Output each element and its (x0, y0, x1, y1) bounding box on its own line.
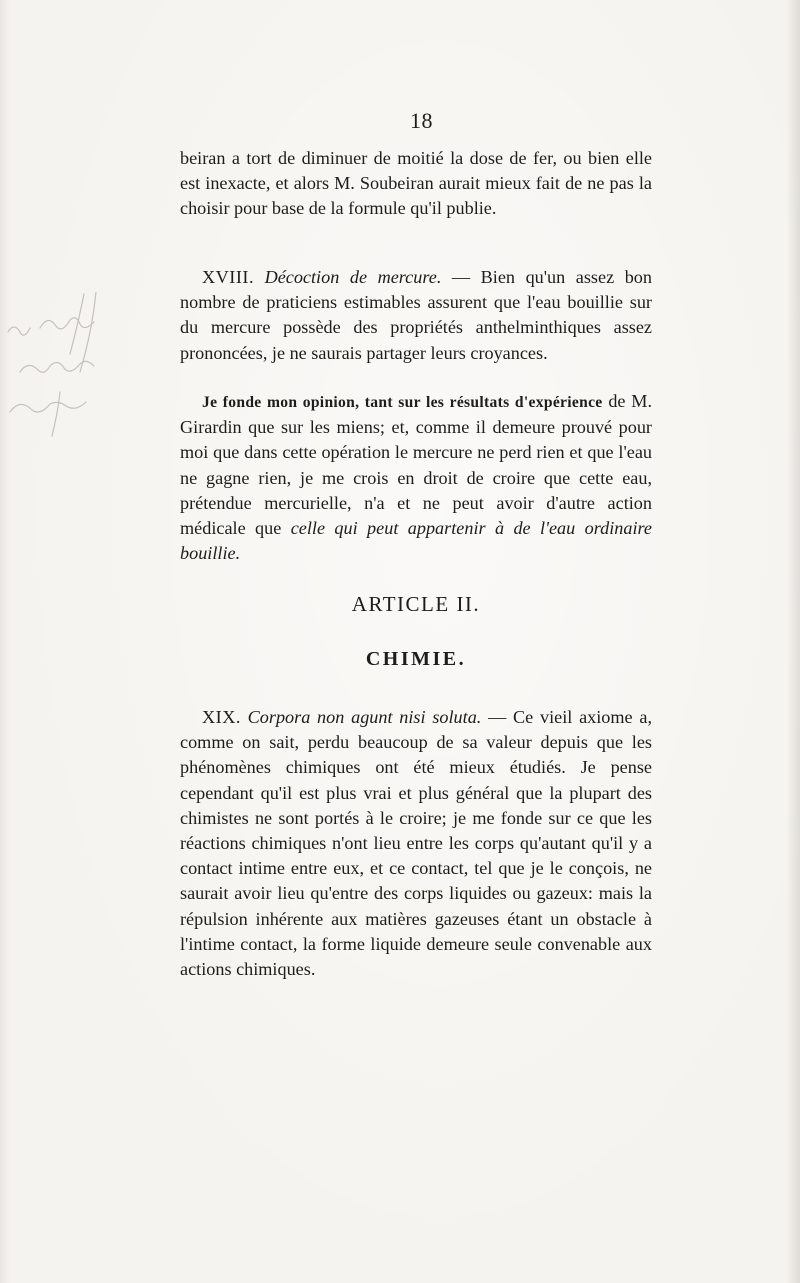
section-numeral-xviii: XVIII. (202, 267, 254, 287)
page-number: 18 (410, 108, 433, 133)
section-heading-chimie: CHIMIE. (365, 648, 467, 670)
page-left-edge (0, 0, 10, 1283)
paragraph-body-xviii: — Bien qu'un assez bon nombre de praticiens estimables assurent que l'eau bouillie sur du mercure possède des propriétés anthelminthiques assez prononcées, je ne saurais partager leurs croyances. (180, 267, 652, 363)
paragraph-body-xix: — Ce vieil axiome a, comme on sait, perdu beaucoup de sa valeur depuis que les phénomènes chimiques ont été mieux étudiés. Je pense cependant qu'il est plus vrai et plus général que la plupart des chimistes ne sont portés à le croire; je me fonde sur ce que les réactions chimiques n'ont lieu entre les corps qu'autant qu'il y a contact intime entre eux, et ce contact, tel que je le conçois, ne saurait avoir lieu qu'entre des corps liquides ou gazeux: mais la répulsion inhérente aux matières gazeuses étant un obstacle à l'intime contact, la forme liquide demeure seule convenable aux actions chimiques. (180, 707, 653, 980)
paragraph-corpora-soluta (180, 705, 652, 982)
page-gutter-shadow (786, 0, 800, 1283)
paragraph-opinion-lead: Je fonde mon opinion, tant sur les résultats d'expérience (202, 394, 603, 411)
paragraph-opinion-body: de M. Girardin que sur les miens; et, comme il demeure prouvé pour moi que dans cette opération le mercure ne perd rien et que l'eau ne gagne rien, je me crois en droit de croire que cette eau, prétendue mercurielle, n'a et ne peut avoir d'autre action médicale que (180, 391, 652, 539)
section-numeral-xix: XIX. (202, 707, 241, 727)
paragraph-soubeiran-formula: beiran a tort de diminuer de moitié la dose de fer, ou bien elle est inexacte, et alors M. Soubeiran aurait mieux fait de ne pas la choisir pour base de la formule qu'il publie. (180, 148, 652, 219)
article-heading: ARTICLE II. (351, 592, 481, 616)
section-title-corpora: Corpora non agunt nisi soluta. (247, 707, 482, 727)
handwritten-margin-note (0, 292, 150, 442)
paragraph-opinion-conclusion: celle qui peut appartenir à de l'eau ordinaire bouillie. (180, 518, 652, 564)
section-title-decoction: Décoction de mercure. (264, 267, 442, 287)
paragraph-opinion (180, 389, 652, 566)
paragraph-decoction-mercure (180, 265, 652, 366)
